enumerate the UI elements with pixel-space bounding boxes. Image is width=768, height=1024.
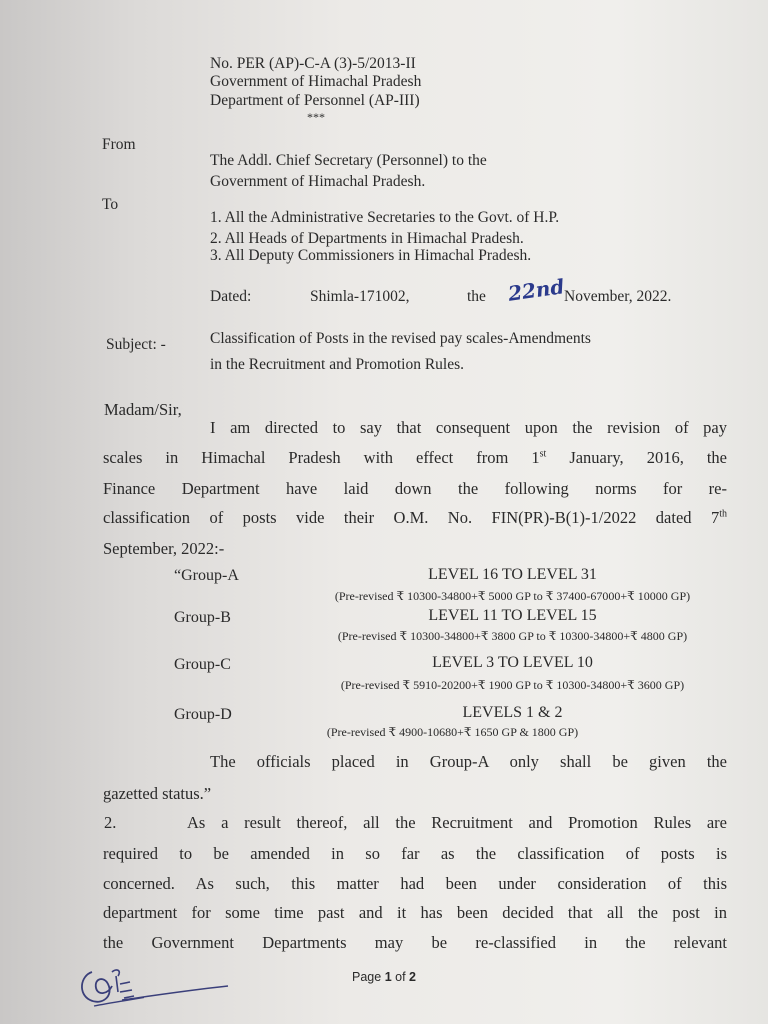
para2-line-4: department for some time past and it has been decided that all the post in: [103, 903, 727, 922]
group-b-level: LEVEL 11 TO LEVEL 15: [428, 607, 597, 624]
page-number-footer: Page 1 of 2: [352, 970, 416, 984]
to-item-3: 3. All Deputy Commissioners in Himachal Pradesh.: [210, 247, 532, 264]
para2-line-3: concerned. As such, this matter had been under consideration of this: [103, 874, 727, 893]
reference-number: No. PER (AP)-C-A (3)-5/2013-II: [210, 55, 416, 72]
from-label: From: [102, 136, 136, 153]
group-c-name: Group-C: [174, 656, 231, 673]
gazetted-line-1: The officials placed in Group-A only shall be given the: [210, 752, 727, 771]
to-item-2: 2. All Heads of Departments in Himachal Pradesh.: [210, 230, 524, 247]
department-name: Department of Personnel (AP-III): [210, 92, 420, 109]
group-a-prerevised: (Pre-revised ₹ 10300-34800+₹ 5000 GP to ₹ 37400-67000+₹ 10000 GP): [334, 589, 691, 603]
signature-stroke: [120, 982, 230, 1002]
group-d-prerevised: (Pre-revised ₹ 4900-10680+₹ 1650 GP & 1800 GP): [326, 725, 579, 739]
dated-place: Shimla-171002,: [310, 288, 410, 305]
subject-line-1: Classification of Posts in the revised pay scales-Amendments: [210, 330, 591, 347]
group-b-prerevised: (Pre-revised ₹ 10300-34800+₹ 3800 GP to ₹ 10300-34800+₹ 4800 GP): [337, 629, 688, 643]
group-a-name: “Group-A: [174, 567, 239, 584]
government-name: Government of Himachal Pradesh: [210, 73, 422, 90]
group-a-level: LEVEL 16 TO LEVEL 31: [428, 566, 597, 583]
para2-line-1: As a result thereof, all the Recruitment and Promotion Rules are: [187, 813, 727, 832]
salutation: Madam/Sir,: [104, 400, 182, 419]
to-label: To: [102, 196, 119, 213]
subject-label: Subject: -: [106, 336, 166, 353]
para1-line-3: Finance Department have laid down the following norms for re-: [103, 479, 727, 498]
group-d-level: LEVELS 1 & 2: [462, 704, 563, 721]
subject-line-2: in the Recruitment and Promotion Rules.: [210, 356, 464, 373]
dated-month-year: November, 2022.: [564, 288, 672, 305]
para2-line-2: required to be amended in so far as the classification of posts is: [103, 844, 727, 863]
para1-line-4: classification of posts vide their O.M. No. FIN(PR)-B(1)-1/2022 dated 7th: [103, 508, 727, 527]
para1-line-2: scales in Himachal Pradesh with effect from 1st January, 2016, the: [103, 448, 727, 467]
group-c-level: LEVEL 3 TO LEVEL 10: [432, 654, 593, 671]
group-d-name: Group-D: [174, 706, 232, 723]
to-item-1: 1. All the Administrative Secretaries to the Govt. of H.P.: [210, 209, 560, 226]
para2-number: 2.: [104, 813, 117, 832]
from-line-1: The Addl. Chief Secretary (Personnel) to the: [210, 152, 487, 169]
para1-line-5: September, 2022:-: [103, 539, 225, 558]
header-stars: ***: [307, 110, 325, 124]
para1-line-1: I am directed to say that consequent upon the revision of pay: [210, 418, 727, 437]
dated-the: the: [467, 288, 486, 305]
group-b-name: Group-B: [174, 609, 231, 626]
dated-label: Dated:: [210, 288, 252, 305]
gazetted-line-2: gazetted status.”: [103, 784, 212, 803]
from-line-2: Government of Himachal Pradesh.: [210, 173, 426, 190]
group-c-prerevised: (Pre-revised ₹ 5910-20200+₹ 1900 GP to ₹ 10300-34800+₹ 3600 GP): [340, 678, 685, 692]
handwritten-day: 22nd: [506, 274, 566, 306]
para2-line-5: the Government Departments may be re-classified in the relevant: [103, 933, 727, 952]
